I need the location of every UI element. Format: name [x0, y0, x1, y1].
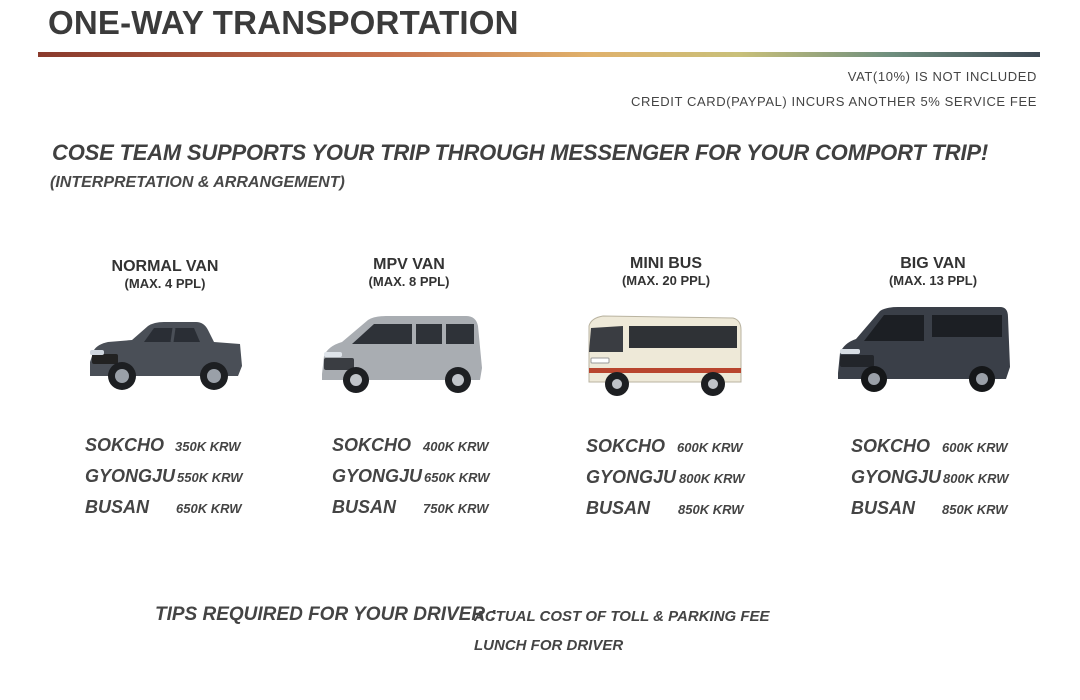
- city-label: SOKCHO: [586, 436, 666, 456]
- city-label: GYONGJU: [851, 467, 942, 487]
- vehicle-capacity: (MAX. 13 PPL): [888, 273, 978, 288]
- support-headline: COSE TEAM SUPPORTS YOUR TRIP THROUGH MESSENGER FOR YOUR COMPORT TRIP!: [52, 140, 988, 165]
- price-value: 750K KRW: [423, 501, 489, 516]
- city-label: GYONGJU: [85, 466, 176, 486]
- large-van-icon: [834, 305, 1012, 399]
- city-label: BUSAN: [85, 497, 150, 517]
- price-value: 600K KRW: [677, 440, 743, 455]
- support-subline: (INTERPRETATION & ARRANGEMENT): [50, 174, 345, 191]
- vehicle-capacity: (MAX. 20 PPL): [621, 273, 711, 288]
- price-value: 850K KRW: [678, 502, 744, 517]
- vat-note: VAT(10%) IS NOT INCLUDED: [847, 69, 1037, 84]
- price-value: 650K KRW: [424, 470, 490, 485]
- minivan-icon: [316, 312, 486, 402]
- tips-label: TIPS REQUIRED FOR YOUR DRIVER :: [155, 604, 497, 625]
- city-label: BUSAN: [332, 497, 397, 517]
- vehicle-capacity: (MAX. 4 PPL): [124, 276, 206, 291]
- city-label: BUSAN: [586, 498, 651, 518]
- vehicle-capacity: (MAX. 8 PPL): [368, 274, 450, 289]
- title-divider: [38, 52, 1040, 57]
- page-title: ONE-WAY TRANSPORTATION: [48, 4, 519, 41]
- tip-item-toll: ACTUAL COST OF TOLL & PARKING FEE: [474, 608, 770, 625]
- price-value: 350K KRW: [175, 439, 241, 454]
- price-value: 650K KRW: [176, 501, 242, 516]
- price-value: 800K KRW: [679, 471, 745, 486]
- city-label: SOKCHO: [85, 435, 165, 455]
- pickup-suv-icon: [84, 310, 246, 400]
- price-value: 600K KRW: [942, 440, 1008, 455]
- city-label: BUSAN: [851, 498, 916, 518]
- minibus-icon: [583, 312, 743, 400]
- city-label: GYONGJU: [332, 466, 423, 486]
- vehicle-name: BIG VAN: [900, 255, 966, 272]
- city-label: SOKCHO: [851, 436, 931, 456]
- city-label: GYONGJU: [586, 467, 677, 487]
- card-fee-note: CREDIT CARD(PAYPAL) INCURS ANOTHER 5% SERVICE FEE: [631, 94, 1037, 109]
- vehicle-name: MINI BUS: [630, 255, 702, 272]
- price-value: 800K KRW: [943, 471, 1009, 486]
- tip-item-lunch: LUNCH FOR DRIVER: [474, 637, 624, 654]
- price-value: 850K KRW: [942, 502, 1008, 517]
- price-value: 400K KRW: [423, 439, 489, 454]
- price-value: 550K KRW: [177, 470, 243, 485]
- vehicle-name: MPV VAN: [373, 256, 445, 273]
- vehicle-name: NORMAL VAN: [111, 258, 219, 275]
- city-label: SOKCHO: [332, 435, 412, 455]
